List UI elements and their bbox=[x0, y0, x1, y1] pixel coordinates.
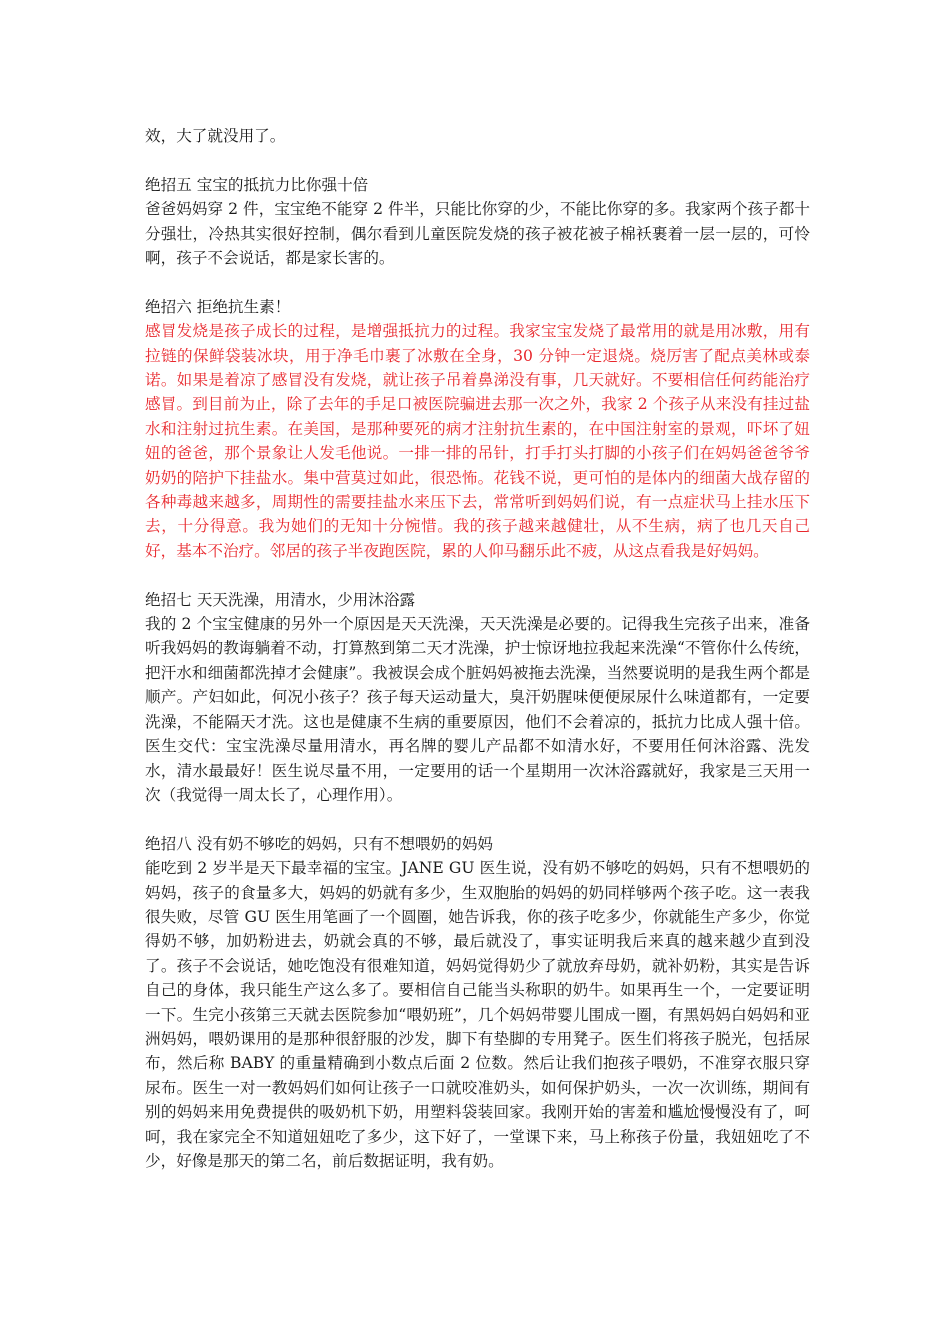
section-6-body: 感冒发烧是孩子成长的过程，是增强抵抗力的过程。我家宝宝发烧了最常用的就是用冰敷，用有拉链的保鲜袋装冰块，用于净毛巾裹了冰敷在全身，30 分钟一定退烧。烧厉害了配点美林或泰诺。如果是着凉了感冒没有发烧，就让孩子吊着鼻涕没有事，几天就好。不要相信任何药能治疗感冒。到目前为止，除了去年的手足口被医院骗进去那一次之外，我家 2 个孩子从来没有挂过盐水和注射过抗生素。在美国，是那种要死的病才注射抗生素的，在中国注射室的景观，吓坏了妞妞的爸爸，那个景象让人发毛他说。一排一排的吊针，打手打头打脚的小孩子们在妈妈爸爸爷爷奶奶的陪护下挂盐水。集中营莫过如此，很恐怖。花钱不说，更可怕的是体内的细菌大战存留的各种毒越来越多，周期性的需要挂盐水来压下去，常常听到妈妈们说，有一点症状马上挂水压下去，十分得意。我为她们的无知十分惋惜。我的孩子越来越健壮，从不生病，病了也几天自己好，基本不治疗。邻居的孩子半夜跑医院，累的人仰马翻乐此不疲，从这点看我是好妈妈。 bbox=[145, 322, 810, 560]
paragraph-gap bbox=[145, 148, 810, 172]
section-7-heading: 绝招七 天天洗澡，用清水，少用沐浴露 bbox=[145, 590, 416, 609]
section-8-heading: 绝招八 没有奶不够吃的妈妈，只有不想喂奶的妈妈 bbox=[145, 834, 494, 853]
section-5-heading: 绝招五 宝宝的抵抗力比你强十倍 bbox=[145, 175, 369, 194]
section-7-body: 我的 2 个宝宝健康的另外一个原因是天天洗澡，天天洗澡是必要的。记得我生完孩子出来，准备听我妈妈的教诲躺着不动，打算熬到第二天才洗澡，护士惊讶地拉我起来洗澡“不管你什么传统，把汗水和细菌都洗掉才会健康”。我被误会成个脏妈妈被拖去洗澡，当然要说明的是我生两个都是顺产。产妇如此，何况小孩子？孩子每天运动量大，臭汗奶腥味便便尿尿什么味道都有，一定要洗澡，不能隔天才洗。这也是健康不生病的重要原因，他们不会着凉的，抵抗力比成人强十倍。医生交代：宝宝洗澡尽量用清水，再名牌的婴儿产品都不如清水好，不要用任何沐浴露、洗发水，清水最最好！医生说尽量不用，一定要用的话一个星期用一次沐浴露就好，我家是三天用一次（我觉得一周太长了，心理作用）。 bbox=[145, 615, 810, 804]
paragraph-gap bbox=[145, 270, 810, 294]
section-intro-body: 效，大了就没用了。 bbox=[145, 127, 286, 145]
paragraph-gap bbox=[145, 807, 810, 831]
document-body bbox=[145, 124, 810, 1173]
section-6-heading: 绝招六 拒绝抗生素！ bbox=[145, 297, 291, 316]
paragraph-gap bbox=[145, 563, 810, 587]
section-8-body: 能吃到 2 岁半是天下最幸福的宝宝。JANE GU 医生说，没有奶不够吃的妈妈，只有不想喂奶的妈妈，孩子的食量多大，妈妈的奶就有多少，生双胞胎的妈妈的奶同样够两个孩子吃。这一表我很失败，尽管 GU 医生用笔画了一个圆圈，她告诉我，你的孩子吃多少，你就能生产多少，你觉得奶不够，加奶粉进去，奶就会真的不够，最后就没了，事实证明我后来真的越来越少直到没了。孩子不会说话，她吃饱没有很难知道，妈妈觉得奶少了就放弃母奶，就补奶粉，其实是告诉自己的身体，我只能生产这么多了。要相信自己能当头称职的奶牛。如果再生一个，一定要证明一下。生完小孩第三天就去医院参加“喂奶班”，几个妈妈带婴儿围成一圈，有黑妈妈白妈妈和亚洲妈妈，喂奶课用的是那种很舒服的沙发，脚下有垫脚的专用凳子。医生们将孩子脱光，包括尿布，然后称 BABY 的重量精确到小数点后面 2 位数。然后让我们抱孩子喂奶，不准穿衣服只穿尿布。医生一对一教妈妈们如何让孩子一口就咬准奶头，如何保护奶头，一次一次训练，期间有别的妈妈来用免费提供的吸奶机下奶，用塑料袋装回家。我刚开始的害羞和尴尬慢慢没有了，呵呵，我在家完全不知道妞妞吃了多少，这下好了，一堂课下来，马上称孩子份量，我妞妞吃了不少，好像是那天的第二名，前后数据证明，我有奶。 bbox=[145, 859, 810, 1170]
section-5-body: 爸爸妈妈穿 2 件，宝宝绝不能穿 2 件半，只能比你穿的少，不能比你穿的多。我家两个孩子都十分强壮，冷热其实很好控制，偶尔看到儿童医院发烧的孩子被花被子棉袄裹着一层一层的，可怜啊，孩子不会说话，都是家长害的。 bbox=[145, 200, 810, 268]
